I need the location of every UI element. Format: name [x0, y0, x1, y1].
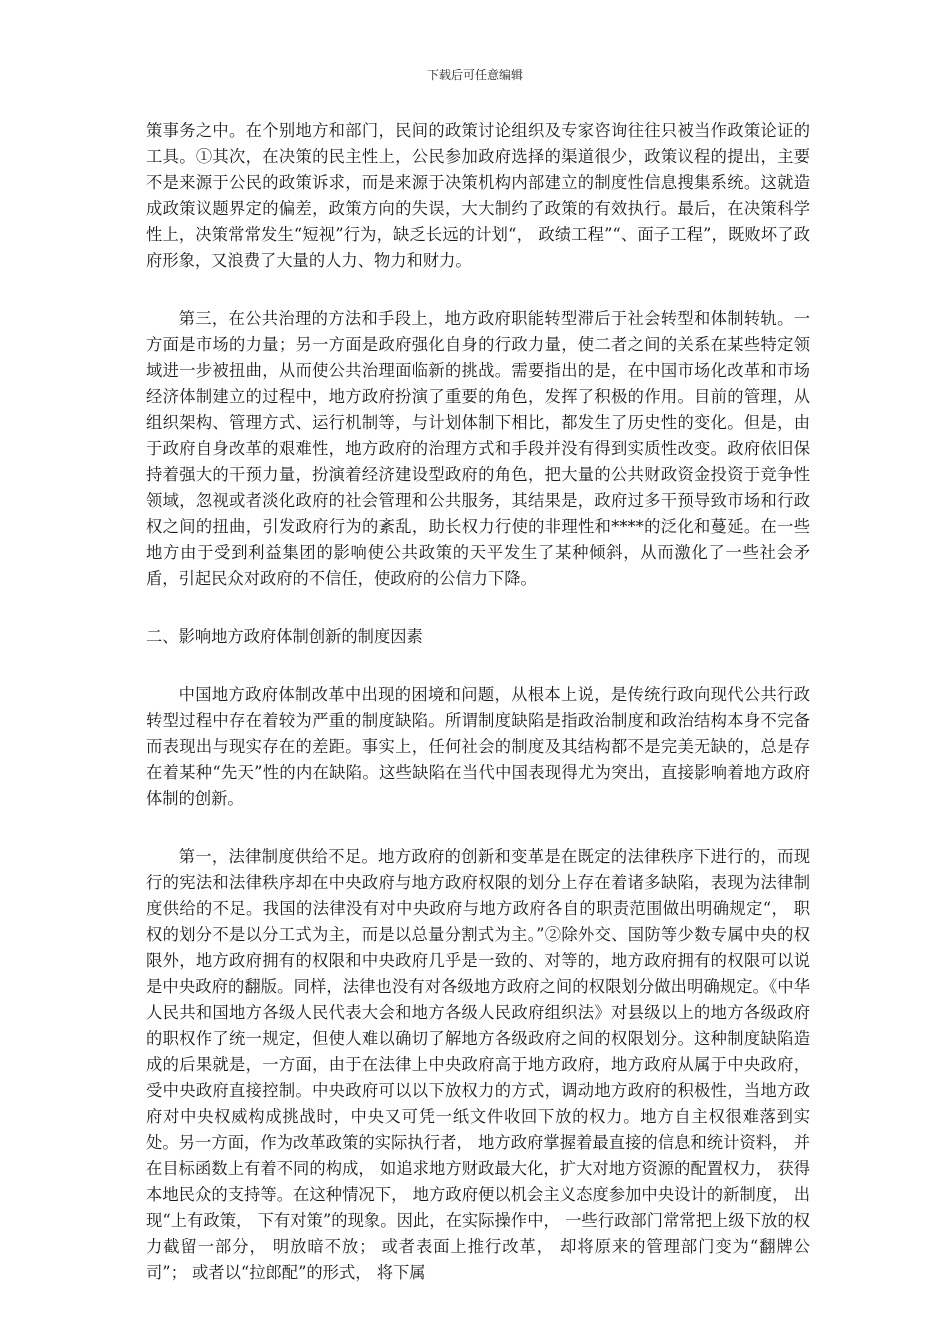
paragraph-first-point: 第一，法律制度供给不足。地方政府的创新和变革是在既定的法律秩序下进行的，而现行的宪法和法律秩序却在中央政府与地方政府权限的划分上存在着诸多缺陷，表现为法律制度供给的不足。我国的法律没有对中央政府与地方政府各自的职责范围做出明确规定“， 职权的划分不是以分工式为主，而是以总量分割式为主。”②除外交、国防等少数专属中央的权限外，地方政府拥有的权限和中央政府几乎是一致的、对等的，地方政府拥有的权限可以说是中央政府的翻版。同样，法律也没有对各级地方政府之间的权限划分做出明确规定。《中华人民共和国地方各级人民代表大会和地方各级人民政府组织法》对县级以上的地方各级政府的职权作了统一规定，但使人难以确切了解地方各级政府之间的权限划分。这种制度缺陷造成的后果就是，一方面，由于在法律上中央政府高于地方政府，地方政府从属于中央政府，受中央政府直接控制。中央政府可以以下放权力的方式，调动地方政府的积极性，当地方政府对中央权威构成挑战时，中央又可凭一纸文件收回下放的权力。地方自主权很难落到实处。另一方面，作为改革政策的实际执行者， 地方政府掌握着最直接的信息和统计资料， 并在目标函数上有着不同的构成， 如追求地方财政最大化，扩大对地方资源的配置权力， 获得本地民众的支持等。在这种情况下， 地方政府便以机会主义态度参加中央设计的新制度， 出现“上有政策， 下有对策”的现象。因此，在实际操作中， 一些行政部门常常把上级下放的权力截留一部分， 明放暗不放； 或者表面上推行改革， 却将原来的管理部门变为“翻牌公司”； 或者以“拉郎配”的形式， 将下属 [146, 847, 810, 1282]
paragraph-section-intro: 中国地方政府体制改革中出现的困境和问题，从根本上说，是传统行政向现代公共行政转型过程中存在着较为严重的制度缺陷。所谓制度缺陷是指政治制度和政治结构本身不完备而表现出与现实存在的差距。事实上，任何社会的制度及其结构都不是完美无缺的，总是存在着某种“先天”性的内在缺陷。这些缺陷在当代中国表现得尤为突出，直接影响着地方政府体制的创新。 [146, 685, 810, 808]
section-heading: 二、影响地方政府体制创新的制度因素 [146, 627, 423, 646]
page-header: 下载后可任意编辑 [426, 68, 523, 82]
paragraph-continuation: 策事务之中。在个别地方和部门，民间的政策讨论组织及专家咨询往往只被当作政策论证的工具。①其次，在决策的民主性上，公民参加政府选择的渠道很少，政策议程的提出，主要不是来源于公民的政策诉求，而是来源于决策机构内部建立的制度性信息搜集系统。这就造成政策议题界定的偏差，政策方向的失误，大大制约了政策的有效执行。最后，在决策科学性上，决策常常发生“短视”行为，缺乏长远的计划“， 政绩工程”“、面子工程”，既败坏了政府形象，又浪费了大量的人力、物力和财力。 [146, 121, 810, 270]
document-body [146, 118, 810, 1286]
paragraph-third-point: 第三，在公共治理的方法和手段上，地方政府职能转型滞后于社会转型和体制转轨。一方面是市场的力量；另一方面是政府强化自身的行政力量，使二者之间的关系在某些特定领域进一步被扭曲，从而使公共治理面临新的挑战。需要指出的是，在中国市场化改革和市场经济体制建立的过程中，地方政府扮演了重要的角色，发挥了积极的作用。目前的管理，从组织架构、管理方式、运行机制等，与计划体制下相比，都发生了历史性的变化。但是，由于政府自身改革的艰难性，地方政府的治理方式和手段并没有得到实质性改变。政府依旧保持着强大的干预力量，扮演着经济建设型政府的角色，把大量的公共财政资金投资于竞争性领域，忽视或者淡化政府的社会管理和公共服务，其结果是，政府过多干预导致市场和行政权之间的扭曲，引发政府行为的紊乱，助长权力行使的非理性和****的泛化和蔓延。在一些地方由于受到利益集团的影响使公共政策的天平发生了某种倾斜，从而激化了一些社会矛盾，引起民众对政府的不信任，使政府的公信力下降。 [146, 309, 810, 588]
